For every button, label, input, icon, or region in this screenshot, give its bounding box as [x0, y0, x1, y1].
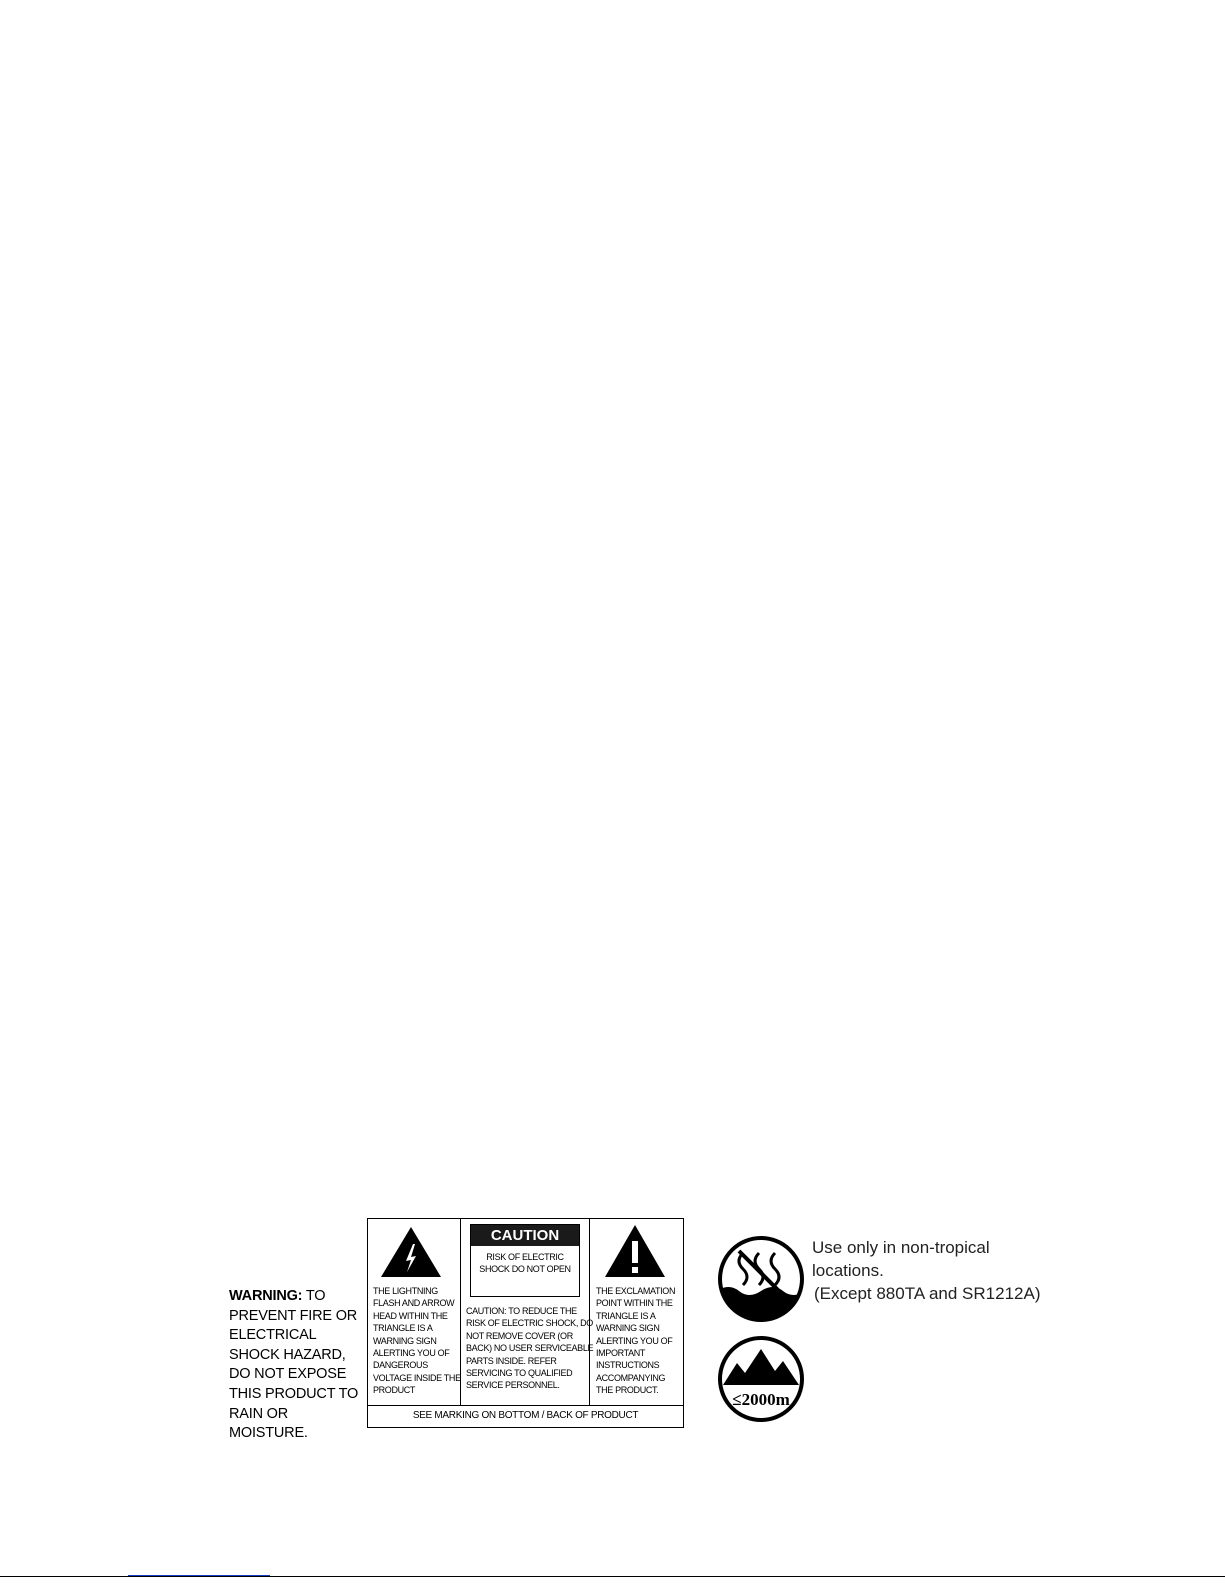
warning-text	[229, 1287, 369, 1444]
lightning-column	[368, 1219, 461, 1405]
exclamation-column	[590, 1219, 682, 1405]
exclamation-description: THE EXCLAMATION POINT WITHIN THE TRIANGLE IS A WARNING SIGN ALERTING YOU OF IMPORTANT INSTRUCTIONS ACCOMPANYING THE PRODUCT.	[596, 1286, 676, 1396]
caution-subtitle: RISK OF ELECTRIC SHOCK DO NOT OPEN	[479, 1252, 571, 1274]
non-tropical-notice	[812, 1236, 1112, 1305]
non-tropical-icon	[715, 1233, 807, 1325]
warning-body: TO PREVENT FIRE OR ELECTRICAL SHOCK HAZARD, DO NOT EXPOSE THIS PRODUCT TO RAIN OR MOISTURE.	[229, 1288, 359, 1442]
lightning-triangle-icon	[380, 1226, 442, 1278]
tropical-line-1: Use only in non-tropical	[812, 1238, 990, 1257]
exclamation-triangle-icon	[604, 1224, 666, 1278]
label-footer: SEE MARKING ON BOTTOM / BACK OF PRODUCT	[368, 1405, 683, 1427]
footer-link[interactable]	[128, 1574, 270, 1576]
footer-rule	[0, 1576, 1225, 1577]
lightning-description: THE LIGHTNING FLASH AND ARROW HEAD WITHIN THE TRIANGLE IS A WARNING SIGN ALERTING YOU OF DANGEROUS VOLTAGE INSIDE THE PRODUCT	[373, 1286, 461, 1396]
altitude-label: ≤2000m	[732, 1390, 790, 1409]
safety-label	[367, 1218, 684, 1428]
caution-title: CAUTION	[471, 1225, 579, 1246]
caution-column	[461, 1219, 594, 1405]
caution-panel	[470, 1224, 580, 1297]
tropical-line-2: locations.	[812, 1261, 884, 1280]
caution-description: CAUTION: TO REDUCE THE RISK OF ELECTRIC SHOCK, DO NOT REMOVE COVER (OR BACK) NO USER SERVICEABLE PARTS INSIDE. REFER SERVICING TO QUALIFIED SERVICE PERSONNEL.	[466, 1306, 594, 1391]
tropical-line-3: (Except 880TA and SR1212A)	[814, 1284, 1041, 1303]
warning-label: WARNING:	[229, 1288, 303, 1304]
altitude-icon	[715, 1333, 807, 1425]
